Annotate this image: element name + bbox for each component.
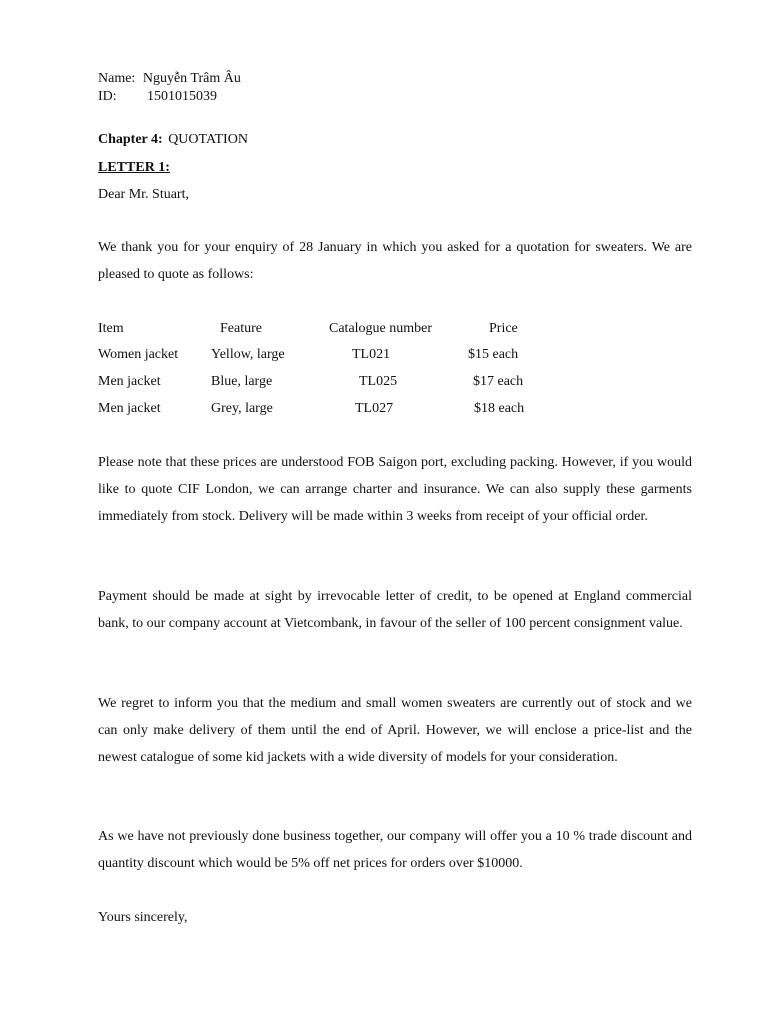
table-cell: TL025 [359,374,398,389]
name-label: Name: [98,71,136,86]
body-paragraph: Payment should be made at sight by irrevocable letter of credit, to be opened at England commercial bank, to our company account at Vietcombank, in favour of the seller of 100 percent consignment value. [98,589,692,631]
table-cell: Grey, large [211,401,273,416]
table-header-feature: Feature [220,321,262,336]
body-paragraph: Please note that these prices are understood FOB Saigon port, excluding packing. However, if you would like to quote CIF London, we can arrange charter and insurance. We can also supply these garments immediately from stock. Delivery will be made within 3 weeks from receipt of your official order. [98,455,692,524]
student-id-line [98,88,217,106]
table-cell: $17 each [473,374,524,389]
table-cell: $18 each [474,401,525,416]
id-value: 1501015039 [147,89,217,104]
table-cell: TL027 [355,401,394,416]
table-cell: Blue, large [211,374,273,389]
chapter-title [98,131,248,149]
table-cell: Women jacket [98,347,179,362]
chapter-label: Chapter 4: [98,132,163,147]
body-paragraph: We regret to inform you that the medium and small women sweaters are currently out of stock and we can only make delivery of them until the end of April. However, we will enclose a price-list and the newest catalogue of some kid jackets with a wide diversity of models for your consideration. [98,696,692,765]
table-cell: $15 each [468,347,519,362]
name-value: Nguyễn Trâm Âu [142,71,241,86]
table-header-item: Item [98,321,124,336]
intro-paragraph: We thank you for your enquiry of 28 January in which you asked for a quotation for sweaters. We are pleased to quote as follows: [98,240,692,282]
table-header-catalogue: Catalogue number [329,321,433,336]
table-cell: Yellow, large [211,347,285,362]
letter-heading: LETTER 1: [98,160,170,175]
body-paragraph: As we have not previously done business together, our company will offer you a 10 % trade discount and quantity discount which would be 5% off net prices for orders over $10000. [98,829,692,871]
id-label: ID: [98,89,117,104]
table-header-price: Price [489,321,518,336]
chapter-name: QUOTATION [168,132,248,147]
table-cell: Men jacket [98,401,161,416]
table-cell: Men jacket [98,374,161,389]
closing: Yours sincerely, [98,910,188,925]
salutation: Dear Mr. Stuart, [98,187,189,202]
student-name-line [98,70,241,88]
table-cell: TL021 [352,347,391,362]
